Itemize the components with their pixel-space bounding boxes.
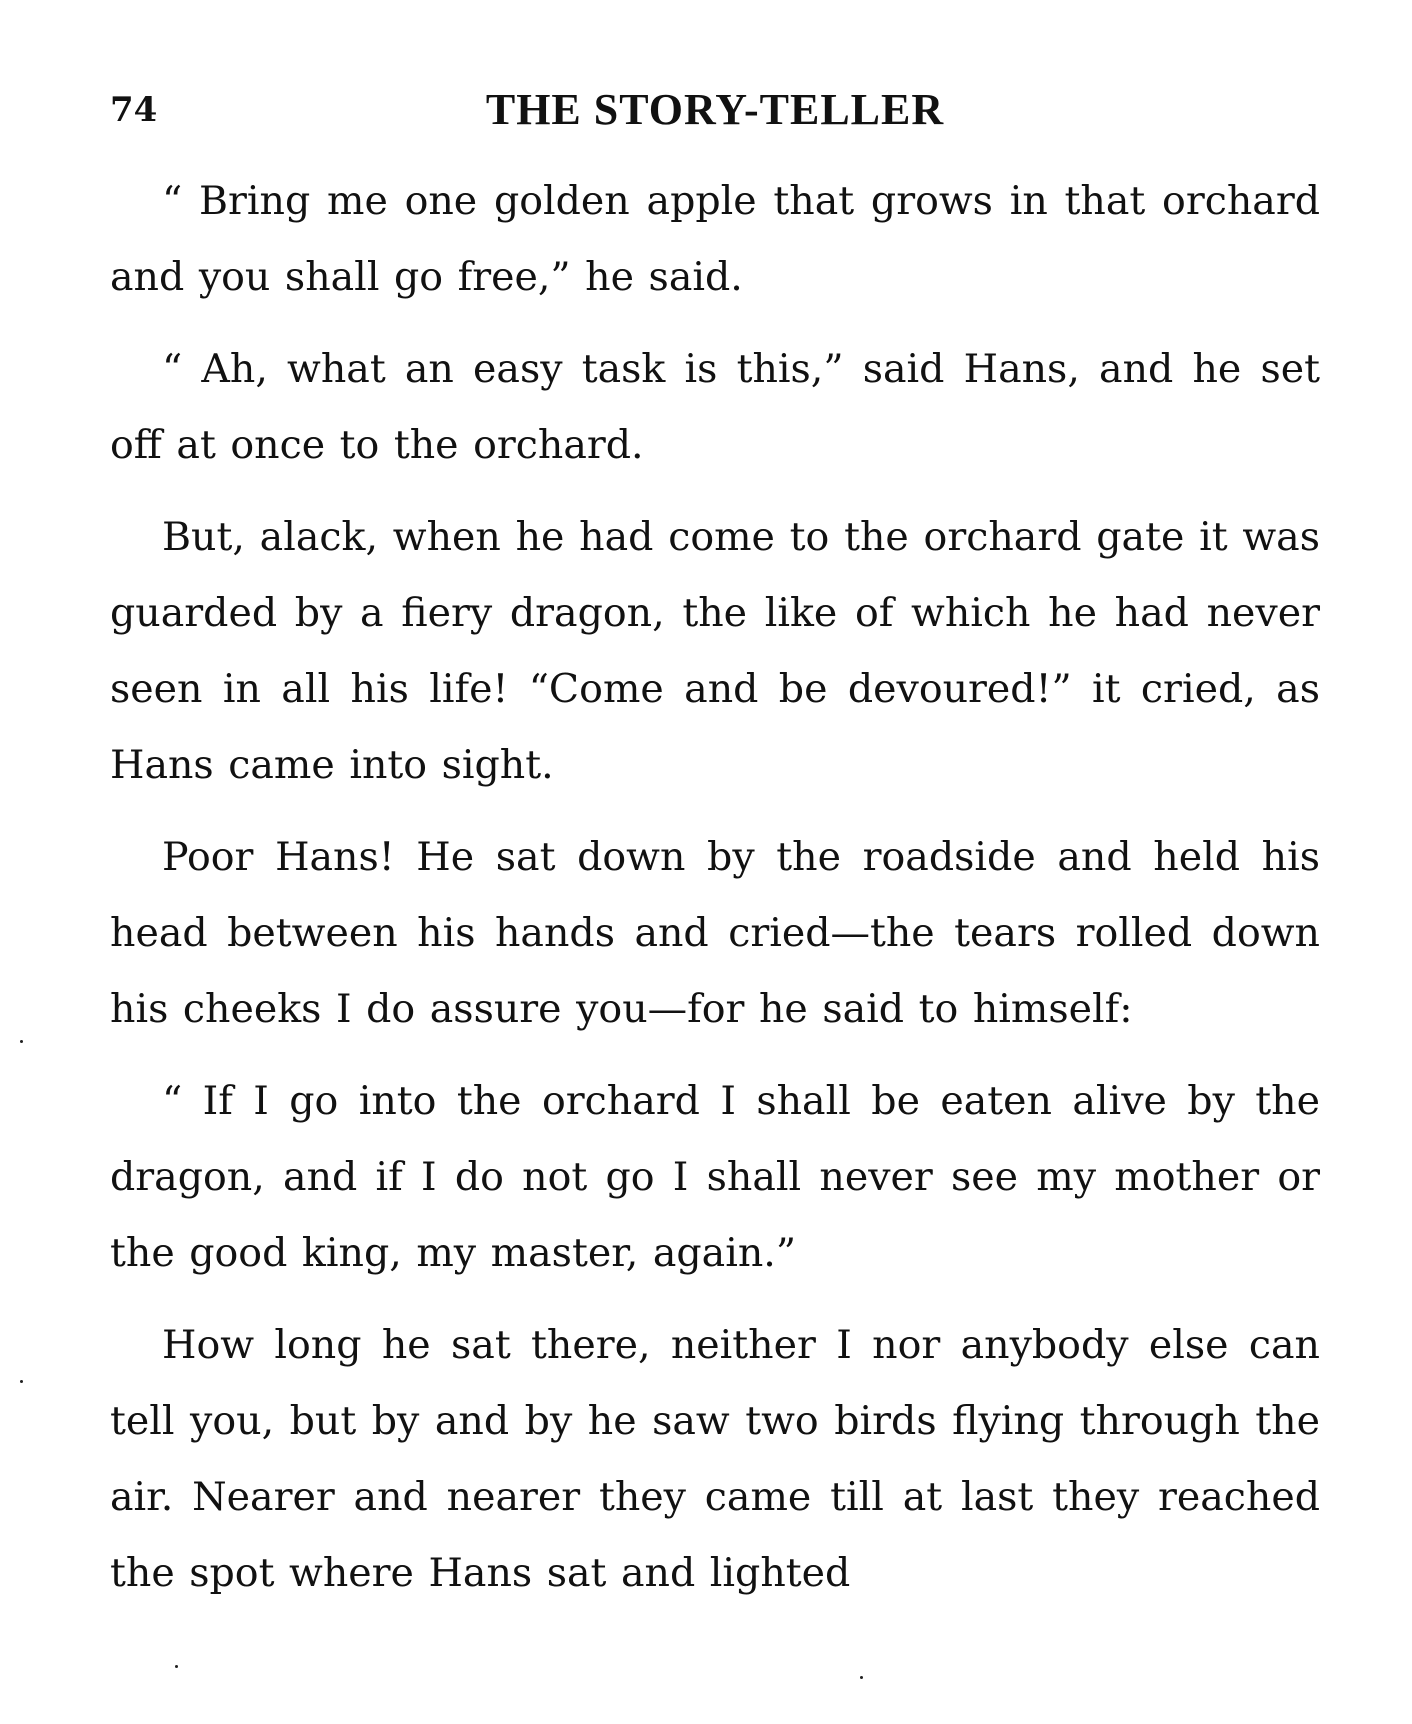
paragraph: How long he sat there, neither I nor anybody else can tell you, but by and by he saw two birds flying through the air. Nearer and nearer they came till at last they reached the spot where Hans sat and lighted bbox=[110, 1322, 1320, 1596]
body-text bbox=[110, 163, 1320, 1627]
scan-speck bbox=[175, 1665, 178, 1668]
scan-speck bbox=[20, 1380, 23, 1383]
paragraph: But, alack, when he had come to the orchard gate it was guarded by a fiery dragon, the like of which he had never seen in all his life! “Come and be devoured!” it cried, as Hans came into sight. bbox=[110, 514, 1320, 788]
running-head bbox=[110, 80, 1320, 140]
scan-speck bbox=[860, 1676, 863, 1679]
scan-speck bbox=[20, 1040, 23, 1043]
paragraph: Poor Hans! He sat down by the roadside and held his head between his hands and cried—the tears rolled down his cheeks I do assure you—for he said to himself: bbox=[110, 834, 1320, 1032]
paragraph: “ Ah, what an easy task is this,” said Hans, and he set off at once to the orchard. bbox=[110, 346, 1320, 468]
page-number: 74 bbox=[110, 90, 158, 130]
book-title: THE STORY-TELLER bbox=[485, 85, 945, 134]
paragraph: “ If I go into the orchard I shall be eaten alive by the dragon, and if I do not go I shall never see my mother or the good king, my master, again.” bbox=[110, 1078, 1320, 1276]
paragraph: “ Bring me one golden apple that grows in that orchard and you shall go free,” he said. bbox=[110, 178, 1320, 300]
